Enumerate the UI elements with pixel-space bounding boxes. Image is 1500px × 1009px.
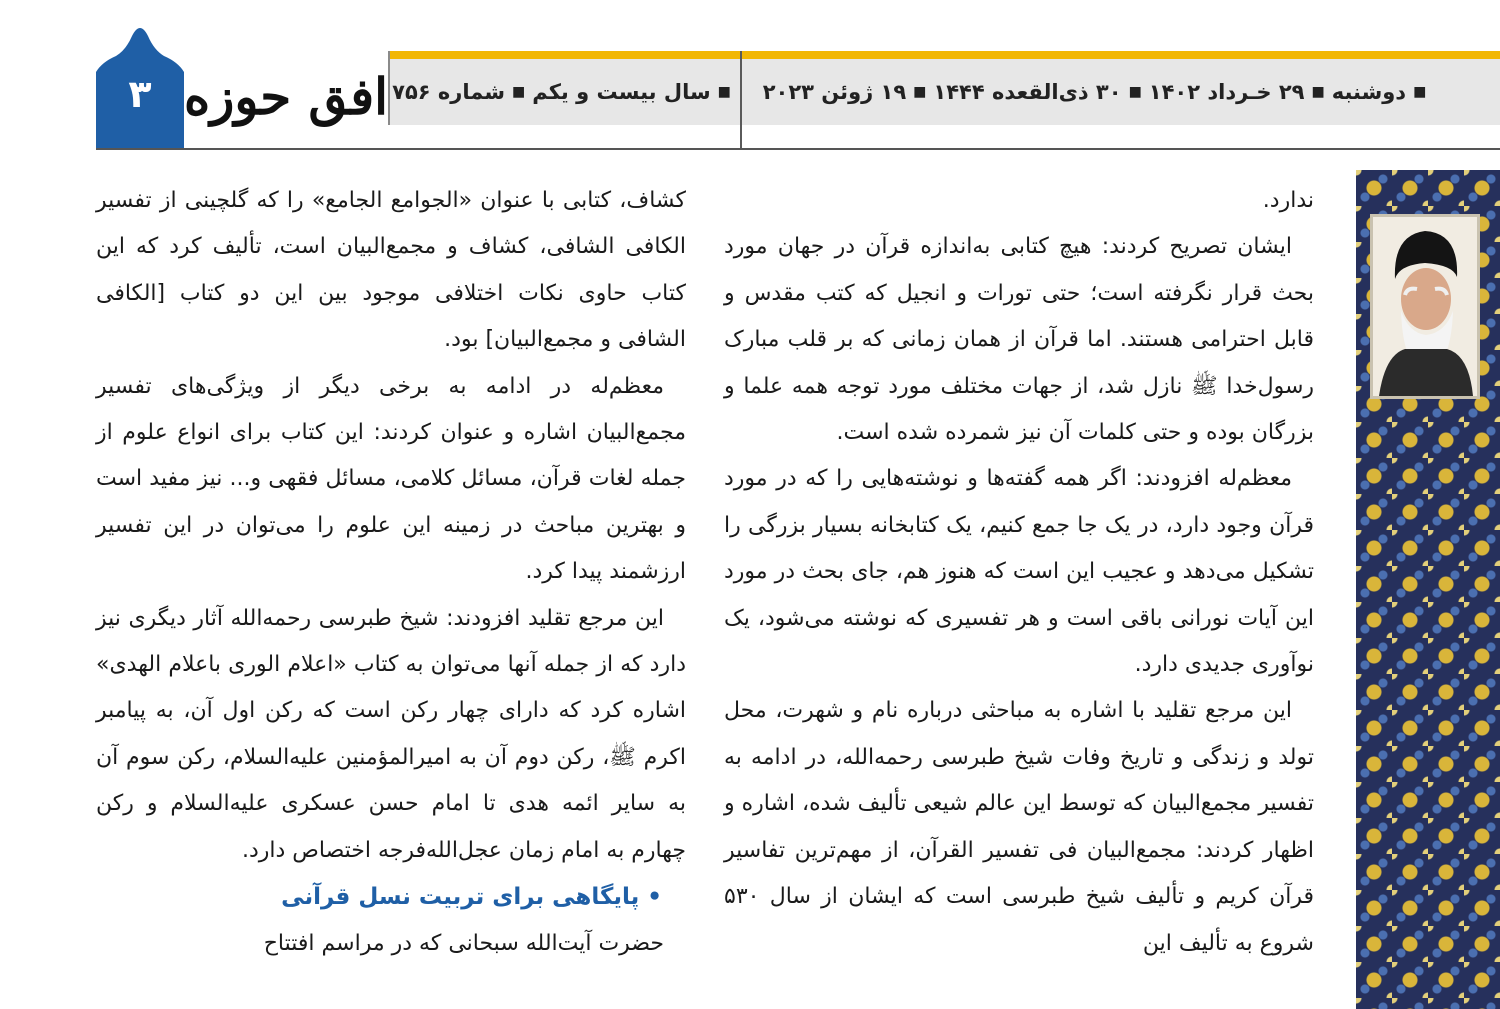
- paragraph: حضرت آیت‌الله سبحانی که در مراسم افتتاح: [263, 930, 664, 956]
- portrait-illustration: [1373, 217, 1477, 396]
- masthead-logo: [184, 44, 388, 148]
- paragraph: این مرجع تقلید با اشاره به مباحثی درباره نام و شهرت، محل تولد و زندگی و تاریخ وفات شیخ طبرسی رحمه‌الله، در ادامه به تفسیر مجمع‌البیان که توسط این عالم شیعی تألیف شده، اشاره و اظهار کردند: مجمع‌البیان فی تفسیر القرآن، از مهم‌ترین تفاسیر قرآن کریم و تألیف شیخ طبرسی است که ایشان از سال ۵۳۰ شروع به تألیف این: [724, 698, 1314, 956]
- weekday: دوشنبه: [1331, 80, 1407, 104]
- paragraph: این مرجع تقلید افزودند: شیخ طبرسی رحمه‌الله آثار دیگری نیز دارد که از جمله آنها می‌توان به کتاب «اعلام الوری باعلام الهدی» اشاره کرد که دارای چهار رکن است که رکن اول آن، به پیامبر اکرم ﷺ، رکن دوم آن به امیرالمؤمنین علیه‌السلام، رکن سوم آن به سایر ائمه هدی تا امام حسن عسکری علیه‌السلام و رکن چهارم به امام زمان عجل‌الله‌فرجه اختصاص دارد.: [96, 605, 686, 863]
- volume-year: سال بیست و یکم: [532, 80, 711, 104]
- header-bottom-rule: [96, 148, 1500, 150]
- portrait-photo: [1370, 214, 1480, 399]
- article-column-right: [724, 178, 1314, 967]
- header-gold-rule: [388, 51, 1500, 59]
- header-bar-edge: [388, 51, 390, 125]
- issue-line: ■ سال بیست و یکم ■ شماره ۷۵۶: [392, 80, 731, 104]
- paragraph: معظم‌له افزودند: اگر همه گفته‌ها و نوشته‌هایی را که در مورد قرآن وجود دارد، در یک جا جمع کنیم، یک کتابخانه بسیار بزرگی را تشکیل می‌دهد و عجیب این است که هنوز هم، جای بحث در مورد این آیات نورانی باقی است و هر تفسیری که نوشته می‌شود، یک نوآوری جدیدی دارد.: [724, 466, 1314, 678]
- paragraph: معظم‌له در ادامه به برخی دیگر از ویژگی‌های تفسیر مجمع‌البیان اشاره و عنوان کردند: این کتاب برای انواع علوم از جمله لغات قرآن، مسائل کلامی، مسائل فقهی و... نیز مفید است و بهترین مباحث در زمینه این علوم را می‌توان در این تفسیر ارزشمند پیدا کرد.: [96, 373, 686, 585]
- page-number: ۳: [128, 72, 152, 116]
- article-column-left: [96, 178, 686, 967]
- date-line: ■ دوشنبه ■ ۲۹ خـرداد ۱۴۰۲ ■ ۳۰ ذی‌القعده ۱۴۴۴ ■ ۱۹ ژوئن ۲۰۲۳: [762, 80, 1427, 104]
- paragraph: ایشان تصریح کردند: هیچ کتابی به‌اندازه قرآن در جهان مورد بحث قرار نگرفته است؛ حتی تورات و انجیل که کتب مقدس و قابل احترامی هستند. اما قرآن از همان زمانی که بر قلب مبارک رسول‌خدا ﷺ نازل شد، از جهات مختلف مورد توجه همه علما و بزرگان بوده و حتی کلمات آن نیز شمرده شده است.: [724, 234, 1314, 446]
- paragraph: ندارد.: [1262, 188, 1314, 213]
- gregorian-date: ۱۹ ژوئن ۲۰۲۳: [762, 80, 907, 104]
- paragraph: کشاف، کتابی با عنوان «الجوامع الجامع» را که گلچینی از تفسیر الکافی الشافی، کشاف و مجمع‌البیان است، تألیف کرد که این کتاب حاوی نکات اختلافی موجود بین این دو کتاب [الکافی الشافی و مجمع‌البیان] بود.: [96, 188, 686, 353]
- header-bar-divider: [740, 51, 742, 149]
- masthead-logo-text: افق حوزه: [184, 66, 388, 126]
- section-subheading: • پایگاهی برای تربیت نسل قرآنی: [281, 884, 662, 911]
- lunar-date: ۳۰ ذی‌القعده ۱۴۴۴: [933, 80, 1122, 104]
- solar-date: ۲۹ خـرداد ۱۴۰۲: [1148, 80, 1305, 104]
- issue-number: شماره ۷۵۶: [392, 80, 506, 104]
